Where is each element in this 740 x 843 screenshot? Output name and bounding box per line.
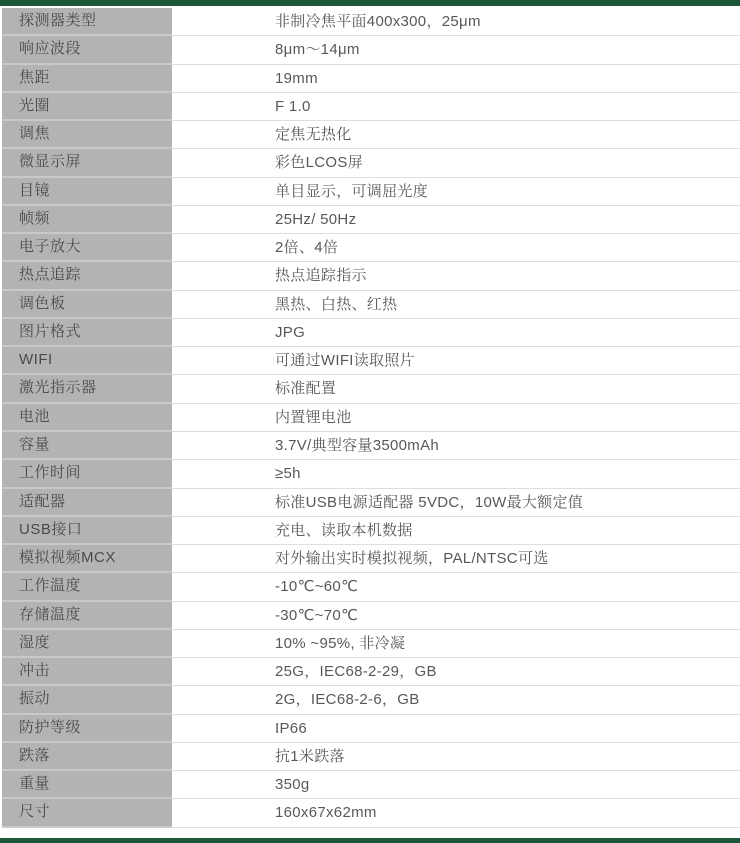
spec-label: 防护等级 — [2, 715, 172, 743]
spec-row — [0, 121, 740, 149]
spec-value: 25G，IEC68-2-29，GB — [172, 658, 740, 686]
top-accent-bar — [0, 0, 740, 6]
spec-label: 容量 — [2, 432, 172, 460]
spec-value: 350g — [172, 771, 740, 799]
spec-row — [0, 658, 740, 686]
spec-value: 充电、读取本机数据 — [172, 517, 740, 545]
spec-row — [0, 65, 740, 93]
spec-row — [0, 319, 740, 347]
spec-label: 调色板 — [2, 291, 172, 319]
spec-label: 帧频 — [2, 206, 172, 234]
spec-label: 激光指示器 — [2, 375, 172, 403]
spec-row — [0, 743, 740, 771]
spec-label: 微显示屏 — [2, 149, 172, 177]
spec-value: 25Hz/ 50Hz — [172, 206, 740, 234]
spec-label: WIFI — [2, 347, 172, 375]
spec-label: 跌落 — [2, 743, 172, 771]
spec-label: 图片格式 — [2, 319, 172, 347]
spec-label: 振动 — [2, 686, 172, 714]
spec-value: IP66 — [172, 715, 740, 743]
spec-value: 非制冷焦平面400x300，25μm — [172, 8, 740, 36]
spec-value: ≥5h — [172, 460, 740, 488]
spec-row — [0, 375, 740, 403]
spec-row — [0, 489, 740, 517]
spec-value: -30℃~70℃ — [172, 602, 740, 630]
spec-row — [0, 291, 740, 319]
spec-label: 工作温度 — [2, 573, 172, 601]
spec-label: 光圈 — [2, 93, 172, 121]
spec-label: 焦距 — [2, 65, 172, 93]
spec-label: 响应波段 — [2, 36, 172, 64]
spec-row — [0, 517, 740, 545]
spec-label: 电子放大 — [2, 234, 172, 262]
spec-value: 热点追踪指示 — [172, 262, 740, 290]
spec-row — [0, 771, 740, 799]
spec-label: 重量 — [2, 771, 172, 799]
spec-value: 标准配置 — [172, 375, 740, 403]
spec-row — [0, 149, 740, 177]
spec-value: 抗1米跌落 — [172, 743, 740, 771]
spec-value: 2倍、4倍 — [172, 234, 740, 262]
spec-row — [0, 573, 740, 601]
spec-row — [0, 93, 740, 121]
bottom-accent-bar — [0, 838, 740, 843]
spec-value: 对外输出实时模拟视频，PAL/NTSC可选 — [172, 545, 740, 573]
spec-value: F 1.0 — [172, 93, 740, 121]
spec-value: 3.7V/典型容量3500mAh — [172, 432, 740, 460]
spec-label: 电池 — [2, 404, 172, 432]
spec-row — [0, 404, 740, 432]
spec-table — [0, 8, 740, 828]
spec-value: 标准USB电源适配器 5VDC，10W最大额定值 — [172, 489, 740, 517]
spec-row — [0, 545, 740, 573]
spec-label: 尺寸 — [2, 799, 172, 827]
spec-label: 探测器类型 — [2, 8, 172, 36]
spec-row — [0, 602, 740, 630]
spec-label: 热点追踪 — [2, 262, 172, 290]
spec-value: 2G，IEC68-2-6，GB — [172, 686, 740, 714]
spec-row — [0, 347, 740, 375]
spec-value: 19mm — [172, 65, 740, 93]
spec-value: 10% ~95%, 非冷凝 — [172, 630, 740, 658]
spec-value: 8μm～14μm — [172, 36, 740, 64]
spec-row — [0, 686, 740, 714]
spec-row — [0, 799, 740, 827]
spec-row — [0, 8, 740, 36]
spec-value: -10℃~60℃ — [172, 573, 740, 601]
spec-value: 160x67x62mm — [172, 799, 740, 827]
spec-row — [0, 36, 740, 64]
spec-value: 可通过WIFI读取照片 — [172, 347, 740, 375]
spec-value: 内置锂电池 — [172, 404, 740, 432]
spec-label: 湿度 — [2, 630, 172, 658]
spec-row — [0, 234, 740, 262]
spec-row — [0, 262, 740, 290]
spec-label: 适配器 — [2, 489, 172, 517]
spec-row — [0, 715, 740, 743]
spec-row — [0, 206, 740, 234]
spec-row — [0, 178, 740, 206]
spec-value: 定焦无热化 — [172, 121, 740, 149]
spec-label: 存储温度 — [2, 602, 172, 630]
spec-label: 模拟视频MCX — [2, 545, 172, 573]
spec-value: JPG — [172, 319, 740, 347]
spec-label: 工作时间 — [2, 460, 172, 488]
spec-label: 冲击 — [2, 658, 172, 686]
spec-label: 目镜 — [2, 178, 172, 206]
spec-row — [0, 630, 740, 658]
spec-label: USB接口 — [2, 517, 172, 545]
spec-label: 调焦 — [2, 121, 172, 149]
spec-value: 黑热、白热、红热 — [172, 291, 740, 319]
spec-row — [0, 460, 740, 488]
spec-value: 单目显示，可调屈光度 — [172, 178, 740, 206]
spec-row — [0, 432, 740, 460]
spec-value: 彩色LCOS屏 — [172, 149, 740, 177]
